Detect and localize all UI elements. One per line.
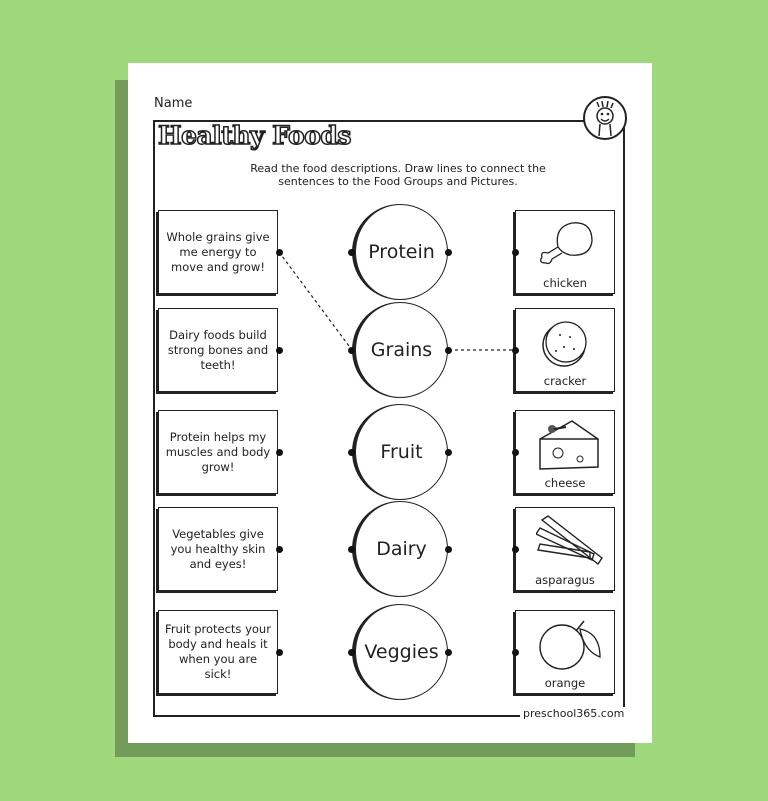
connect-dot[interactable] (445, 649, 452, 656)
picture-label: cheese (544, 476, 586, 490)
connect-dot[interactable] (445, 347, 452, 354)
connect-dot[interactable] (348, 649, 355, 656)
sentence-box: Vegetables give you healthy skin and eyes! (158, 507, 278, 591)
drawn-line-grains-sentence (279, 252, 352, 350)
picture-label: asparagus (535, 573, 595, 587)
connect-dot[interactable] (348, 449, 355, 456)
connect-dot[interactable] (512, 649, 519, 656)
connect-dot[interactable] (348, 249, 355, 256)
cracker-icon (536, 315, 596, 371)
picture-label: cracker (543, 374, 587, 388)
food-group-grains: Grains (352, 302, 448, 398)
picture-label: chicken (543, 276, 587, 290)
connect-dot[interactable] (276, 249, 283, 256)
food-group-dairy: Dairy (352, 501, 448, 597)
picture-box-chicken (515, 210, 615, 294)
instructions: Read the food descriptions. Draw lines to connect the sentences to the Food Groups and Pictures. (250, 162, 546, 188)
credit-text: preschool365.com (520, 707, 627, 720)
chicken-leg-icon (536, 217, 596, 273)
food-group-fruit: Fruit (352, 404, 448, 500)
connect-dot[interactable] (276, 546, 283, 553)
connect-dot[interactable] (512, 546, 519, 553)
connect-dot[interactable] (276, 347, 283, 354)
asparagus-icon (536, 514, 606, 572)
cheese-icon (536, 417, 600, 475)
name-label: Name (154, 96, 193, 111)
connect-dot[interactable] (445, 546, 452, 553)
connect-dot[interactable] (276, 649, 283, 656)
connect-dot[interactable] (348, 347, 355, 354)
picture-box-cracker (515, 308, 615, 392)
connect-dot[interactable] (512, 347, 519, 354)
sentence-box: Whole grains give me energy to move and grow! (158, 210, 278, 294)
worksheet-page (128, 63, 652, 743)
orange-icon (536, 617, 606, 675)
connect-dot[interactable] (348, 546, 355, 553)
food-group-veggies: Veggies (352, 604, 448, 700)
picture-box-asparagus (515, 507, 615, 591)
connect-dot[interactable] (276, 449, 283, 456)
sentence-box: Protein helps my muscles and body grow! (158, 410, 278, 494)
picture-box-cheese (515, 410, 615, 494)
food-group-protein: Protein (352, 204, 448, 300)
connect-dot[interactable] (445, 249, 452, 256)
connect-dot[interactable] (512, 449, 519, 456)
sentence-box: Fruit protects your body and heals it when you are sick! (158, 610, 278, 694)
sentence-box: Dairy foods build strong bones and teeth! (158, 308, 278, 392)
connect-dot[interactable] (512, 249, 519, 256)
worksheet-title: Healthy Foods (158, 121, 351, 150)
picture-label: orange (544, 676, 586, 690)
picture-box-orange (515, 610, 615, 694)
connect-dot[interactable] (445, 449, 452, 456)
